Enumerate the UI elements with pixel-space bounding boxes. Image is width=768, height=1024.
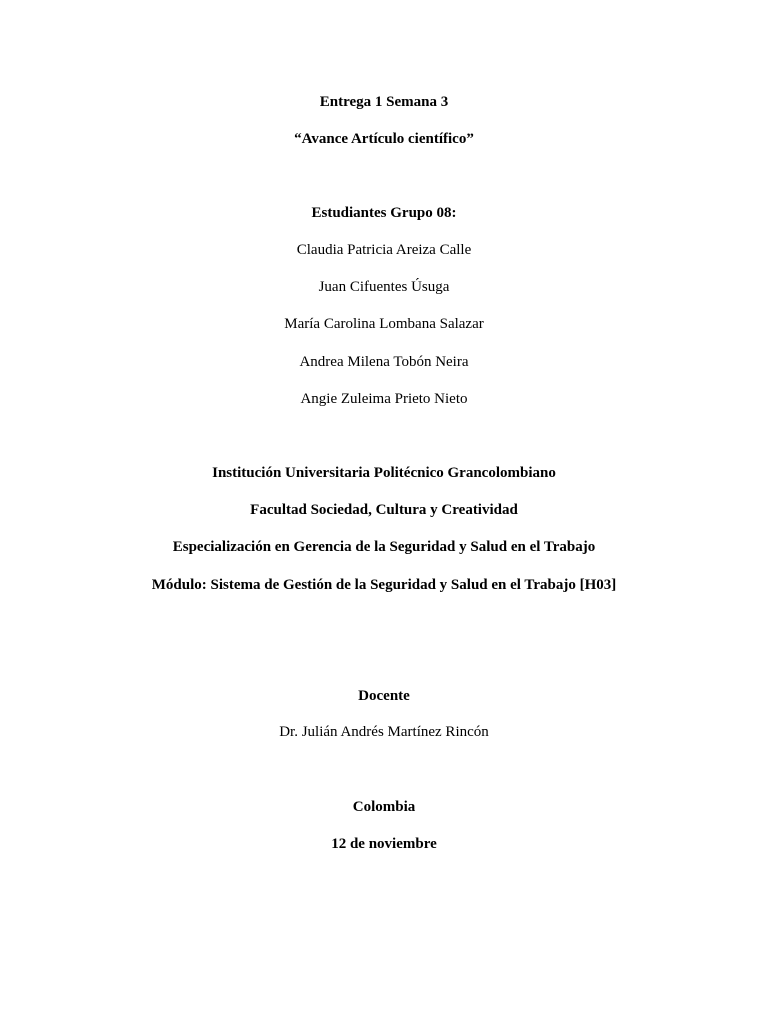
document-title: Entrega 1 Semana 3 (319, 94, 449, 110)
student-name: Juan Cifuentes Úsuga (318, 279, 450, 295)
student-name: Claudia Patricia Areiza Calle (296, 242, 472, 258)
teacher-label: Docente (358, 688, 410, 704)
student-name: Angie Zuleima Prieto Nieto (300, 391, 468, 407)
institution-name: Institución Universitaria Politécnico Grancolombiano (212, 465, 556, 481)
teacher-name: Dr. Julián Andrés Martínez Rincón (279, 724, 489, 740)
faculty-name: Facultad Sociedad, Cultura y Creatividad (250, 502, 518, 518)
module-name: Módulo: Sistema de Gestión de la Seguridad y Salud en el Trabajo [H03] (151, 577, 617, 593)
student-name: Andrea Milena Tobón Neira (299, 354, 469, 370)
date: 12 de noviembre (331, 836, 437, 852)
country: Colombia (352, 799, 416, 815)
student-name: María Carolina Lombana Salazar (284, 316, 484, 332)
students-label: Estudiantes Grupo 08: (311, 205, 457, 221)
program-name: Especialización en Gerencia de la Seguridad y Salud en el Trabajo (172, 539, 596, 555)
document-subtitle: “Avance Artículo científico” (294, 131, 474, 147)
